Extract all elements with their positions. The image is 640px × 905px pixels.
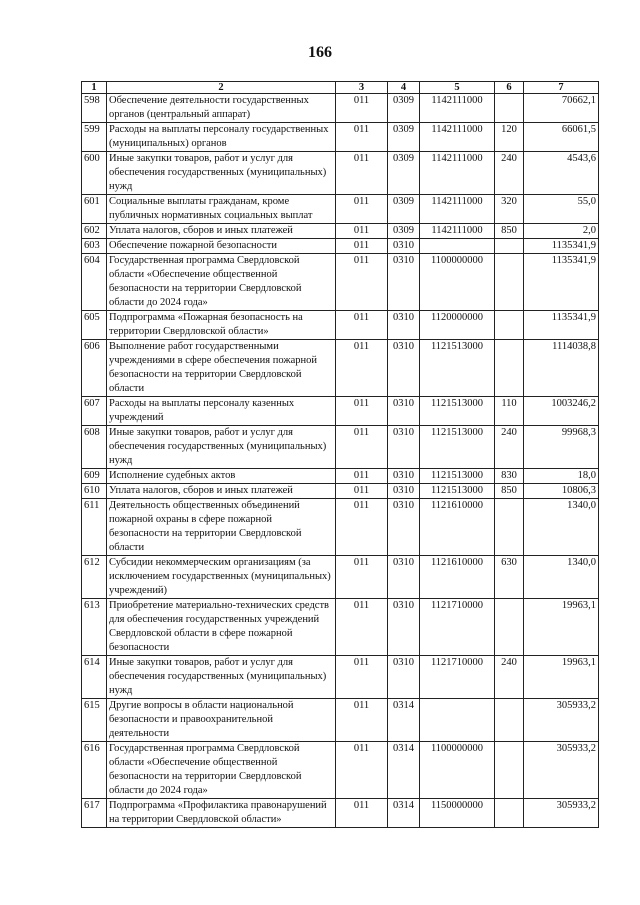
table-row — [82, 311, 599, 340]
row-sum-cell: 19963,1 — [524, 599, 599, 656]
row-sum-cell: 70662,1 — [524, 94, 599, 123]
table-header-row — [82, 82, 599, 94]
row-number-cell: 611 — [82, 499, 107, 556]
row-name-cell: Расходы на выплаты персоналу государственных (муниципальных) органов — [107, 123, 336, 152]
row-target-code-cell — [420, 699, 495, 742]
table-row — [82, 799, 599, 828]
table-row — [82, 195, 599, 224]
table-row — [82, 656, 599, 699]
row-sum-cell: 1135341,9 — [524, 254, 599, 311]
row-ministry-code-cell: 011 — [336, 152, 388, 195]
row-name-cell: Приобретение материально-технических средств для обеспечения государственных учреждений Свердловской области в сфере пожарной безопасности — [107, 599, 336, 656]
row-sum-cell: 4543,6 — [524, 152, 599, 195]
row-sum-cell: 66061,5 — [524, 123, 599, 152]
row-ministry-code-cell: 011 — [336, 123, 388, 152]
table-row — [82, 556, 599, 599]
row-sum-cell: 305933,2 — [524, 699, 599, 742]
row-sum-cell: 305933,2 — [524, 742, 599, 799]
row-target-code-cell: 1121710000 — [420, 656, 495, 699]
table-row — [82, 499, 599, 556]
row-expense-type-cell — [495, 799, 524, 828]
row-section-code-cell: 0310 — [388, 340, 420, 397]
row-sum-cell: 19963,1 — [524, 656, 599, 699]
row-section-code-cell: 0310 — [388, 311, 420, 340]
row-section-code-cell: 0310 — [388, 556, 420, 599]
row-expense-type-cell: 240 — [495, 152, 524, 195]
row-target-code-cell: 1121513000 — [420, 469, 495, 484]
row-section-code-cell: 0314 — [388, 742, 420, 799]
row-expense-type-cell — [495, 742, 524, 799]
row-name-cell: Выполнение работ государственными учреждениями в сфере обеспечения пожарной безопасности на территории Свердловской области — [107, 340, 336, 397]
row-ministry-code-cell: 011 — [336, 397, 388, 426]
row-expense-type-cell: 120 — [495, 123, 524, 152]
row-ministry-code-cell: 011 — [336, 239, 388, 254]
header-col-7: 7 — [524, 82, 599, 94]
table-row — [82, 699, 599, 742]
row-expense-type-cell: 850 — [495, 484, 524, 499]
row-name-cell: Уплата налогов, сборов и иных платежей — [107, 484, 336, 499]
row-section-code-cell: 0310 — [388, 484, 420, 499]
row-number-cell: 617 — [82, 799, 107, 828]
row-sum-cell: 55,0 — [524, 195, 599, 224]
table-row — [82, 426, 599, 469]
row-target-code-cell: 1121513000 — [420, 340, 495, 397]
row-target-code-cell — [420, 239, 495, 254]
row-number-cell: 609 — [82, 469, 107, 484]
row-expense-type-cell: 850 — [495, 224, 524, 239]
row-name-cell: Обеспечение пожарной безопасности — [107, 239, 336, 254]
row-ministry-code-cell: 011 — [336, 599, 388, 656]
row-ministry-code-cell: 011 — [336, 224, 388, 239]
row-expense-type-cell: 830 — [495, 469, 524, 484]
table-row — [82, 224, 599, 239]
table-row — [82, 340, 599, 397]
row-expense-type-cell — [495, 499, 524, 556]
row-expense-type-cell: 320 — [495, 195, 524, 224]
row-name-cell: Иные закупки товаров, работ и услуг для обеспечения государственных (муниципальных) нужд — [107, 152, 336, 195]
row-number-cell: 610 — [82, 484, 107, 499]
row-section-code-cell: 0309 — [388, 94, 420, 123]
header-col-3: 3 — [336, 82, 388, 94]
row-target-code-cell: 1121710000 — [420, 599, 495, 656]
row-name-cell: Субсидии некоммерческим организациям (за исключением государственных (муниципальных) учреждений) — [107, 556, 336, 599]
row-target-code-cell: 1100000000 — [420, 742, 495, 799]
row-section-code-cell: 0310 — [388, 499, 420, 556]
row-ministry-code-cell: 011 — [336, 699, 388, 742]
row-name-cell: Деятельность общественных объединений пожарной охраны в сфере пожарной безопасности на территории Свердловской области — [107, 499, 336, 556]
table-row — [82, 599, 599, 656]
row-section-code-cell: 0310 — [388, 656, 420, 699]
row-ministry-code-cell: 011 — [336, 340, 388, 397]
row-number-cell: 604 — [82, 254, 107, 311]
row-ministry-code-cell: 011 — [336, 656, 388, 699]
row-ministry-code-cell: 011 — [336, 799, 388, 828]
row-sum-cell: 1135341,9 — [524, 311, 599, 340]
row-section-code-cell: 0314 — [388, 699, 420, 742]
row-section-code-cell: 0309 — [388, 224, 420, 239]
table-row — [82, 152, 599, 195]
row-expense-type-cell — [495, 311, 524, 340]
header-col-2: 2 — [107, 82, 336, 94]
row-number-cell: 616 — [82, 742, 107, 799]
row-name-cell: Расходы на выплаты персоналу казенных учреждений — [107, 397, 336, 426]
row-ministry-code-cell: 011 — [336, 195, 388, 224]
row-target-code-cell: 1142111000 — [420, 224, 495, 239]
header-col-5: 5 — [420, 82, 495, 94]
row-number-cell: 608 — [82, 426, 107, 469]
row-target-code-cell: 1142111000 — [420, 152, 495, 195]
table-row — [82, 239, 599, 254]
row-ministry-code-cell: 011 — [336, 469, 388, 484]
row-section-code-cell: 0310 — [388, 397, 420, 426]
row-section-code-cell: 0314 — [388, 799, 420, 828]
row-sum-cell: 99968,3 — [524, 426, 599, 469]
page-number: 166 — [308, 44, 332, 61]
row-number-cell: 614 — [82, 656, 107, 699]
row-ministry-code-cell: 011 — [336, 311, 388, 340]
row-expense-type-cell — [495, 699, 524, 742]
row-target-code-cell: 1100000000 — [420, 254, 495, 311]
row-name-cell: Социальные выплаты гражданам, кроме публичных нормативных социальных выплат — [107, 195, 336, 224]
row-name-cell: Подпрограмма «Профилактика правонарушений на территории Свердловской области» — [107, 799, 336, 828]
row-number-cell: 599 — [82, 123, 107, 152]
row-ministry-code-cell: 011 — [336, 556, 388, 599]
row-name-cell: Другие вопросы в области национальной безопасности и правоохранительной деятельности — [107, 699, 336, 742]
row-ministry-code-cell: 011 — [336, 94, 388, 123]
row-name-cell: Государственная программа Свердловской области «Обеспечение общественной безопасности на территории Свердловской области до 2024 года» — [107, 254, 336, 311]
row-target-code-cell: 1121513000 — [420, 426, 495, 469]
row-sum-cell: 305933,2 — [524, 799, 599, 828]
row-expense-type-cell: 240 — [495, 426, 524, 469]
row-section-code-cell: 0310 — [388, 426, 420, 469]
row-expense-type-cell — [495, 239, 524, 254]
row-expense-type-cell: 110 — [495, 397, 524, 426]
table-row — [82, 94, 599, 123]
row-ministry-code-cell: 011 — [336, 254, 388, 311]
row-section-code-cell: 0310 — [388, 254, 420, 311]
row-number-cell: 607 — [82, 397, 107, 426]
row-sum-cell: 1340,0 — [524, 556, 599, 599]
row-expense-type-cell — [495, 340, 524, 397]
row-name-cell: Иные закупки товаров, работ и услуг для обеспечения государственных (муниципальных) нужд — [107, 656, 336, 699]
row-number-cell: 613 — [82, 599, 107, 656]
row-expense-type-cell — [495, 94, 524, 123]
budget-table — [81, 81, 599, 828]
row-sum-cell: 10806,3 — [524, 484, 599, 499]
row-ministry-code-cell: 011 — [336, 499, 388, 556]
row-name-cell: Исполнение судебных актов — [107, 469, 336, 484]
row-target-code-cell: 1142111000 — [420, 123, 495, 152]
table-row — [82, 254, 599, 311]
row-target-code-cell: 1120000000 — [420, 311, 495, 340]
row-target-code-cell: 1150000000 — [420, 799, 495, 828]
row-target-code-cell: 1121513000 — [420, 397, 495, 426]
row-number-cell: 601 — [82, 195, 107, 224]
row-name-cell: Подпрограмма «Пожарная безопасность на территории Свердловской области» — [107, 311, 336, 340]
row-sum-cell: 1135341,9 — [524, 239, 599, 254]
row-section-code-cell: 0310 — [388, 239, 420, 254]
header-col-4: 4 — [388, 82, 420, 94]
table-row — [82, 742, 599, 799]
row-name-cell: Уплата налогов, сборов и иных платежей — [107, 224, 336, 239]
row-expense-type-cell: 630 — [495, 556, 524, 599]
row-number-cell: 602 — [82, 224, 107, 239]
header-col-1: 1 — [82, 82, 107, 94]
row-section-code-cell: 0309 — [388, 195, 420, 224]
row-name-cell: Иные закупки товаров, работ и услуг для обеспечения государственных (муниципальных) нужд — [107, 426, 336, 469]
row-section-code-cell: 0310 — [388, 599, 420, 656]
row-name-cell: Обеспечение деятельности государственных органов (центральный аппарат) — [107, 94, 336, 123]
row-sum-cell: 1114038,8 — [524, 340, 599, 397]
row-sum-cell: 1340,0 — [524, 499, 599, 556]
header-col-6: 6 — [495, 82, 524, 94]
row-section-code-cell: 0309 — [388, 152, 420, 195]
row-number-cell: 615 — [82, 699, 107, 742]
row-sum-cell: 2,0 — [524, 224, 599, 239]
row-ministry-code-cell: 011 — [336, 426, 388, 469]
row-section-code-cell: 0310 — [388, 469, 420, 484]
row-sum-cell: 18,0 — [524, 469, 599, 484]
row-name-cell: Государственная программа Свердловской области «Обеспечение общественной безопасности на территории Свердловской области до 2024 года» — [107, 742, 336, 799]
table-row — [82, 484, 599, 499]
row-number-cell: 600 — [82, 152, 107, 195]
row-expense-type-cell — [495, 254, 524, 311]
row-target-code-cell: 1142111000 — [420, 195, 495, 224]
row-expense-type-cell — [495, 599, 524, 656]
table-row — [82, 123, 599, 152]
row-ministry-code-cell: 011 — [336, 484, 388, 499]
row-sum-cell: 1003246,2 — [524, 397, 599, 426]
row-target-code-cell: 1142111000 — [420, 94, 495, 123]
row-target-code-cell: 1121610000 — [420, 556, 495, 599]
row-number-cell: 606 — [82, 340, 107, 397]
row-number-cell: 605 — [82, 311, 107, 340]
row-target-code-cell: 1121513000 — [420, 484, 495, 499]
row-expense-type-cell: 240 — [495, 656, 524, 699]
row-number-cell: 603 — [82, 239, 107, 254]
row-section-code-cell: 0309 — [388, 123, 420, 152]
row-ministry-code-cell: 011 — [336, 742, 388, 799]
row-target-code-cell: 1121610000 — [420, 499, 495, 556]
table-row — [82, 397, 599, 426]
row-number-cell: 612 — [82, 556, 107, 599]
row-number-cell: 598 — [82, 94, 107, 123]
table-row — [82, 469, 599, 484]
